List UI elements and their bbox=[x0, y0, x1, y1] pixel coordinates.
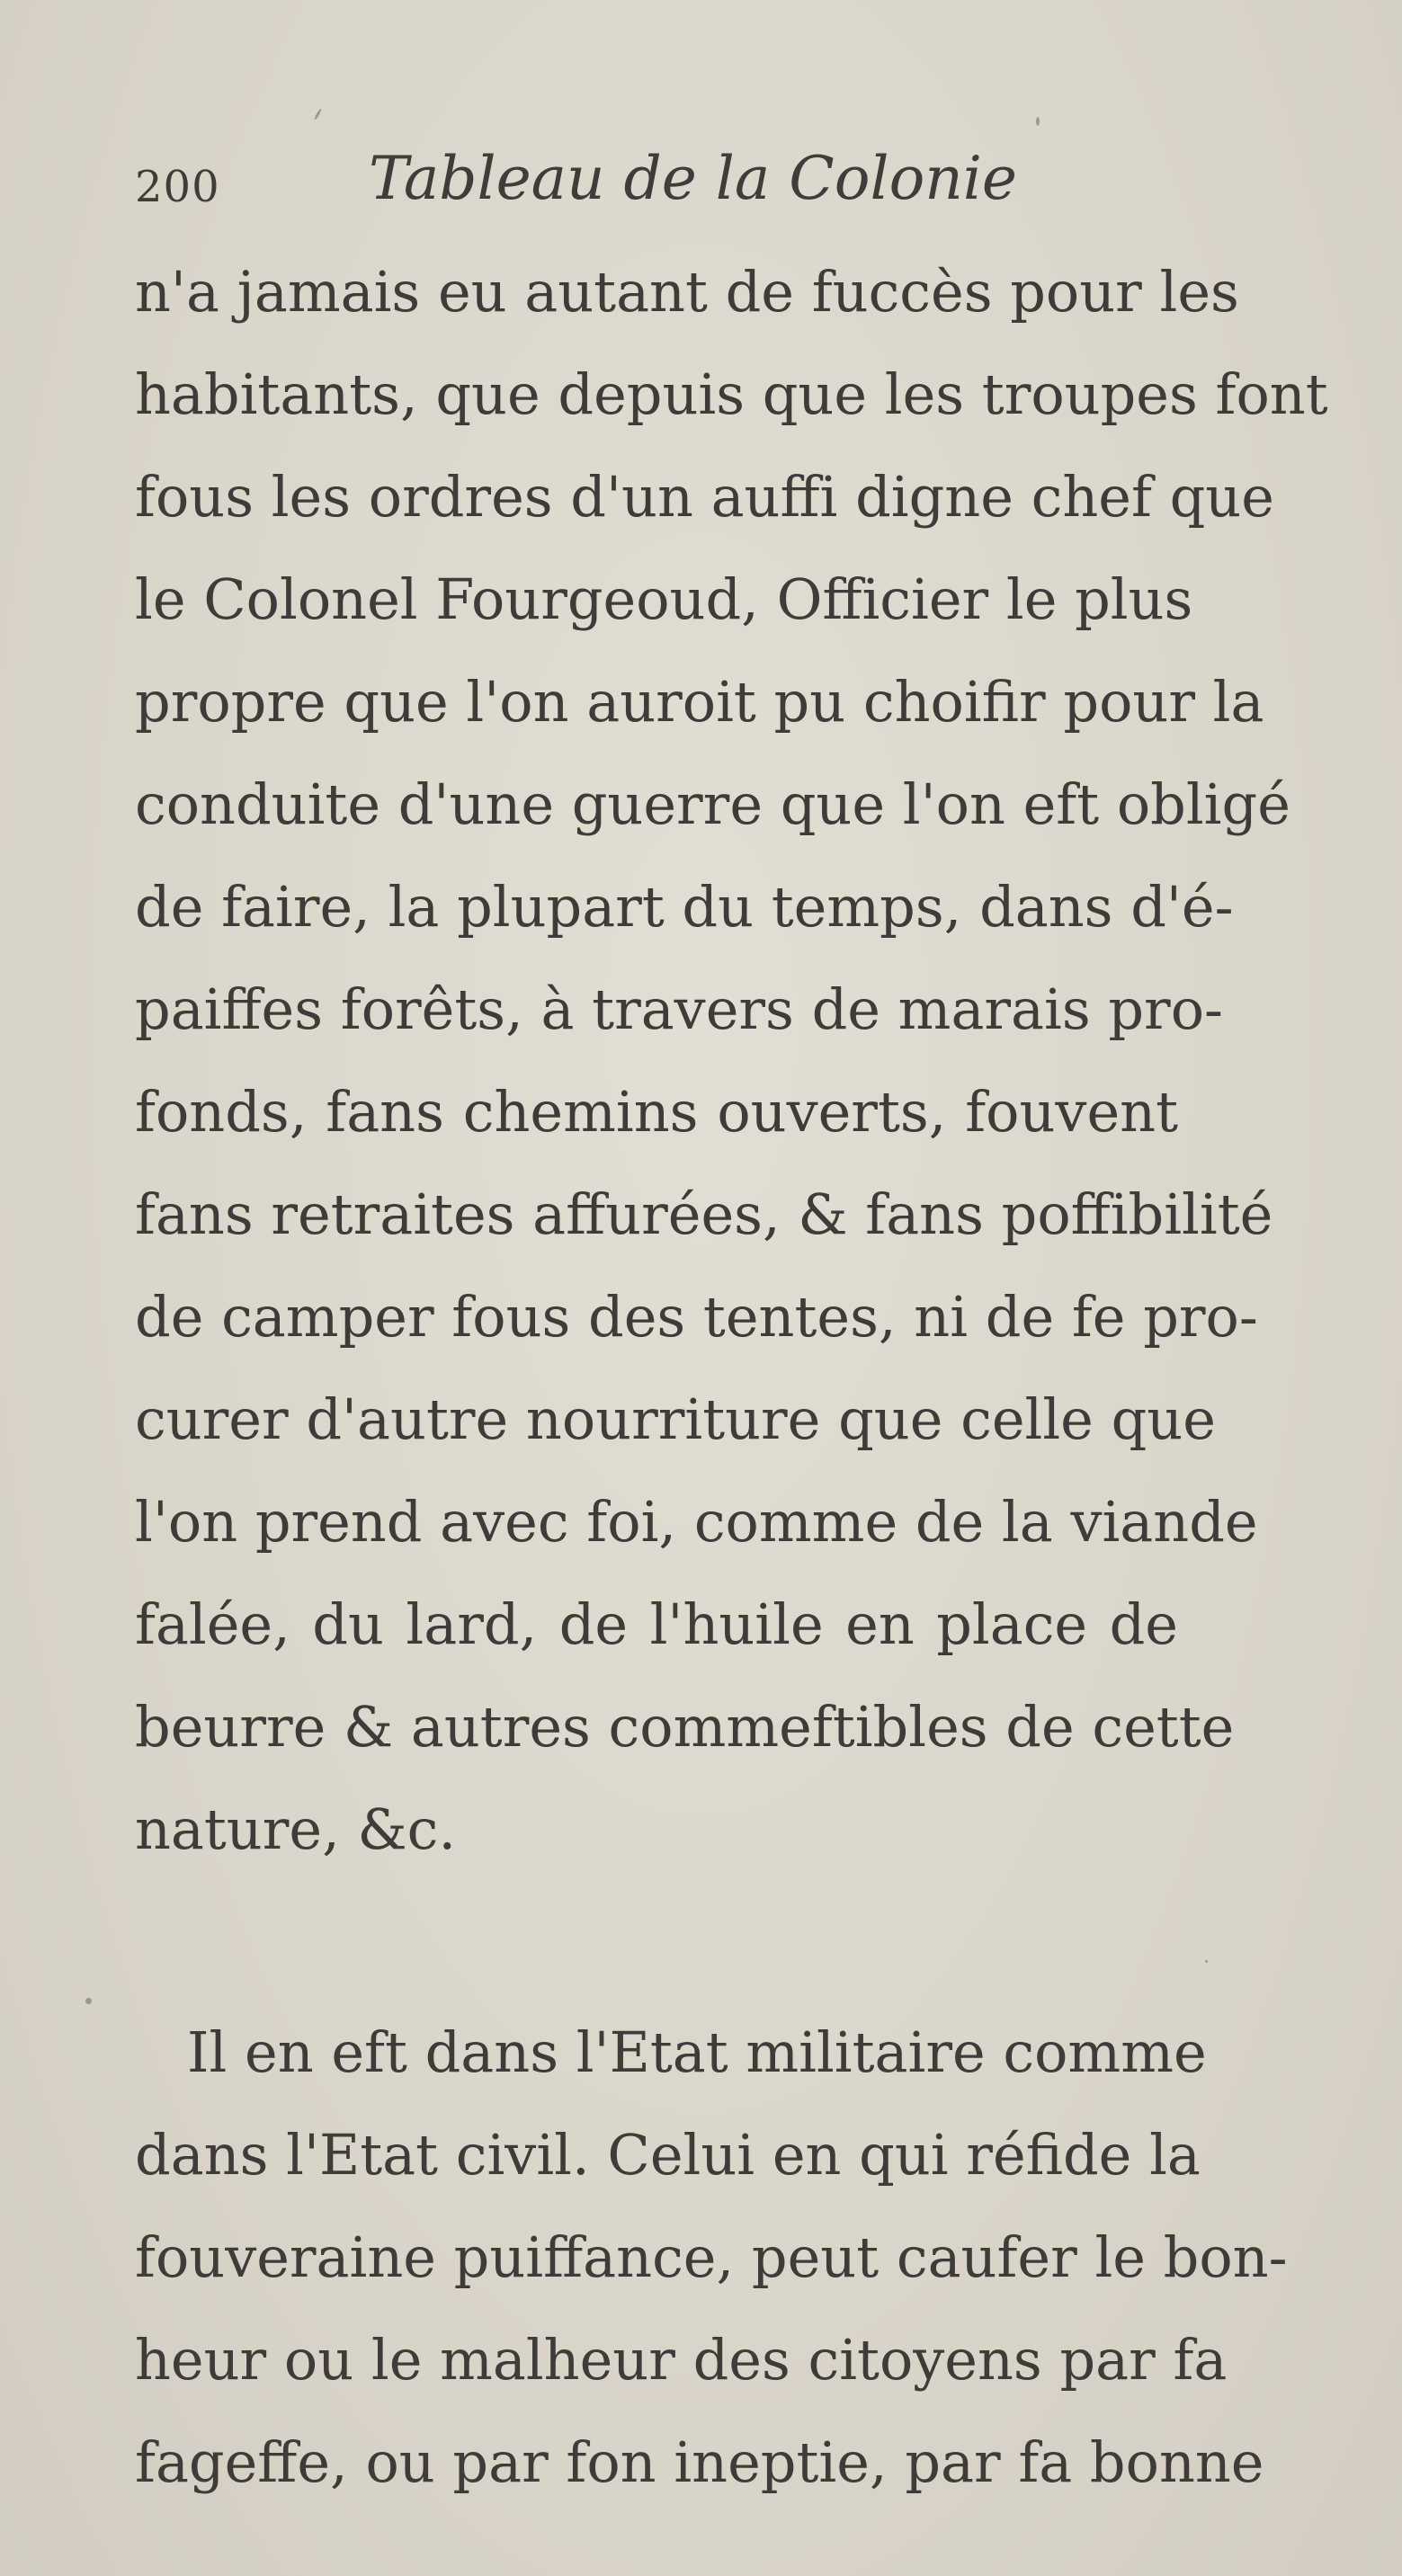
paper-speck bbox=[85, 1998, 92, 2004]
paragraph-gap bbox=[135, 1881, 1178, 2001]
running-title: Tableau de la Colonie bbox=[369, 144, 1017, 213]
text-line: n'a jamais eu autant de fuccès pour les bbox=[135, 259, 1239, 325]
paper-speck bbox=[1205, 1960, 1208, 1963]
text-line: curer d'autre nourriture que celle que bbox=[135, 1386, 1216, 1452]
paper-speck bbox=[1036, 117, 1040, 126]
text-line: paiffes forêts, à travers de marais pro- bbox=[135, 976, 1223, 1042]
text-line: nature, &c. bbox=[135, 1796, 457, 1862]
text-line: falée, du lard, de l'huile en place de bbox=[135, 1591, 1178, 1657]
body-text bbox=[135, 241, 1328, 2514]
text-line: fageffe, ou par fon ineptie, par fa bonne bbox=[135, 2429, 1264, 2495]
text-line: de faire, la plupart du temps, dans d'é- bbox=[135, 874, 1234, 940]
text-line: habitants, que depuis que les troupes font bbox=[135, 361, 1328, 427]
text-line: le Colonel Fourgeoud, Officier le plus bbox=[135, 566, 1193, 632]
text-line: de camper fous des tentes, ni de fe pro- bbox=[135, 1284, 1258, 1350]
paragraph-1 bbox=[135, 241, 1328, 1881]
text-line: Il en eft dans l'Etat militaire comme bbox=[187, 2019, 1207, 2085]
text-line: beurre & autres commeftibles de cette bbox=[135, 1694, 1235, 1760]
paragraph-2 bbox=[135, 2001, 1288, 2514]
page-header bbox=[135, 144, 1214, 234]
page-number: 200 bbox=[135, 162, 220, 212]
paper-speck bbox=[314, 108, 323, 120]
text-line: heur ou le malheur des citoyens par fa bbox=[135, 2327, 1228, 2393]
text-line: dans l'Etat civil. Celui en qui réfide la bbox=[135, 2122, 1201, 2188]
text-line: conduite d'une guerre que l'on eft obligé bbox=[135, 771, 1290, 837]
text-line: propre que l'on auroit pu choifir pour la bbox=[135, 669, 1264, 735]
text-line: fonds, fans chemins ouverts, fouvent bbox=[135, 1079, 1178, 1145]
text-line: l'on prend avec foi, comme de la viande bbox=[135, 1489, 1258, 1555]
text-line: fans retraites affurées, & fans poffibilité bbox=[135, 1181, 1273, 1247]
text-line: fous les ordres d'un auffi digne chef que bbox=[135, 464, 1274, 530]
text-line: fouveraine puiffance, peut caufer le bon- bbox=[135, 2224, 1288, 2290]
